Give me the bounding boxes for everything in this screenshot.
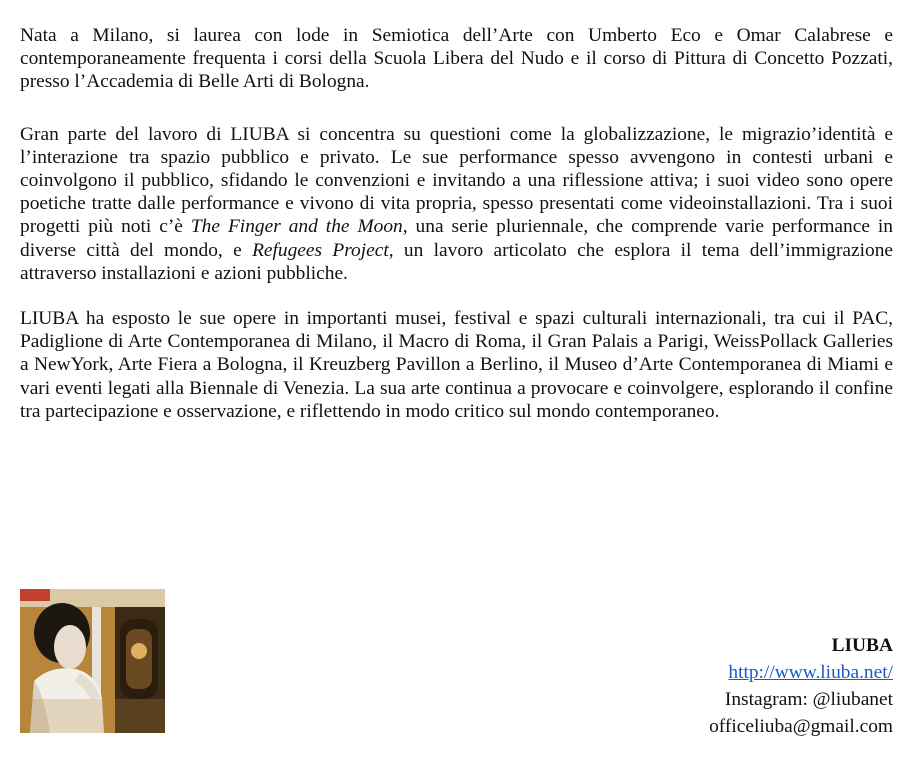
email-address: officeliuba@gmail.com — [709, 716, 893, 737]
website-link[interactable]: http://www.liuba.net/ — [728, 662, 893, 683]
paragraph-work-text-2: , una serie pluriennale, che comprende varie performance in diverse città del mondo, e — [20, 216, 893, 261]
paragraph-exhibitions — [20, 307, 893, 423]
signature-block — [709, 632, 893, 740]
paragraph-work-text-1: Gran parte del lavoro di LIUBA si concentra su questioni come la globalizzazione, le migrazio’identità e l’interazione tra spazio pubblico e privato. Le sue performance spesso avvengono in contesti urbani e coinvolgono il pubblico, sfidando le convenzioni e invitando a una riflessione attiva; i suoi video sono opere poetiche tratte dalle performance e vivono di vita propria, spesso presentati come videoinstallazioni. Tra i suoi progetti più noti c’è — [20, 123, 893, 238]
paragraph-exhibitions-text: LIUBA ha esposto le sue opere in importanti musei, festival e spazi culturali internazionali, tra cui il PAC, Padiglione di Arte Contemporanea di Milano, il Macro di Roma, il Gran Palais a Parigi, WeissPollack Galleries a NewYork, Arte Fiera a Bologna, il Kreuzberg Pavillon a Berlino, il Museo d’Arte Contemporanea di Miami e vari eventi legati alla Biennale di Venezia. La sua arte continua a provocare e coinvolgere, esplorando il confine tra partecipazione e osservazione, e riflettendo in modo critico sul mondo contemporaneo. — [20, 308, 893, 422]
paragraph-biography-text: Nata a Milano, si laurea con lode in Semiotica dell’Arte con Umberto Eco e Omar Calabrese e contemporaneamente frequenta i corsi della Scuola Libera del Nudo e il corso di Pittura di Concetto Pozzati, presso l’Accademia di Belle Arti di Bologna. — [20, 25, 893, 93]
document-body — [20, 24, 893, 423]
artist-photo — [20, 589, 165, 733]
artist-name: LIUBA — [831, 635, 893, 656]
work-title-refugees: Refugees Project — [252, 239, 389, 261]
paragraph-biography — [20, 24, 893, 94]
instagram-handle: Instagram: @liubanet — [724, 689, 893, 710]
paragraph-work — [20, 123, 893, 285]
work-title-finger-moon: The Finger and the Moon — [190, 216, 403, 238]
paragraph-work-text-3: , un lavoro articolato che esplora il tema dell’immigrazione attraverso installazioni e azioni pubbliche. — [20, 239, 894, 284]
